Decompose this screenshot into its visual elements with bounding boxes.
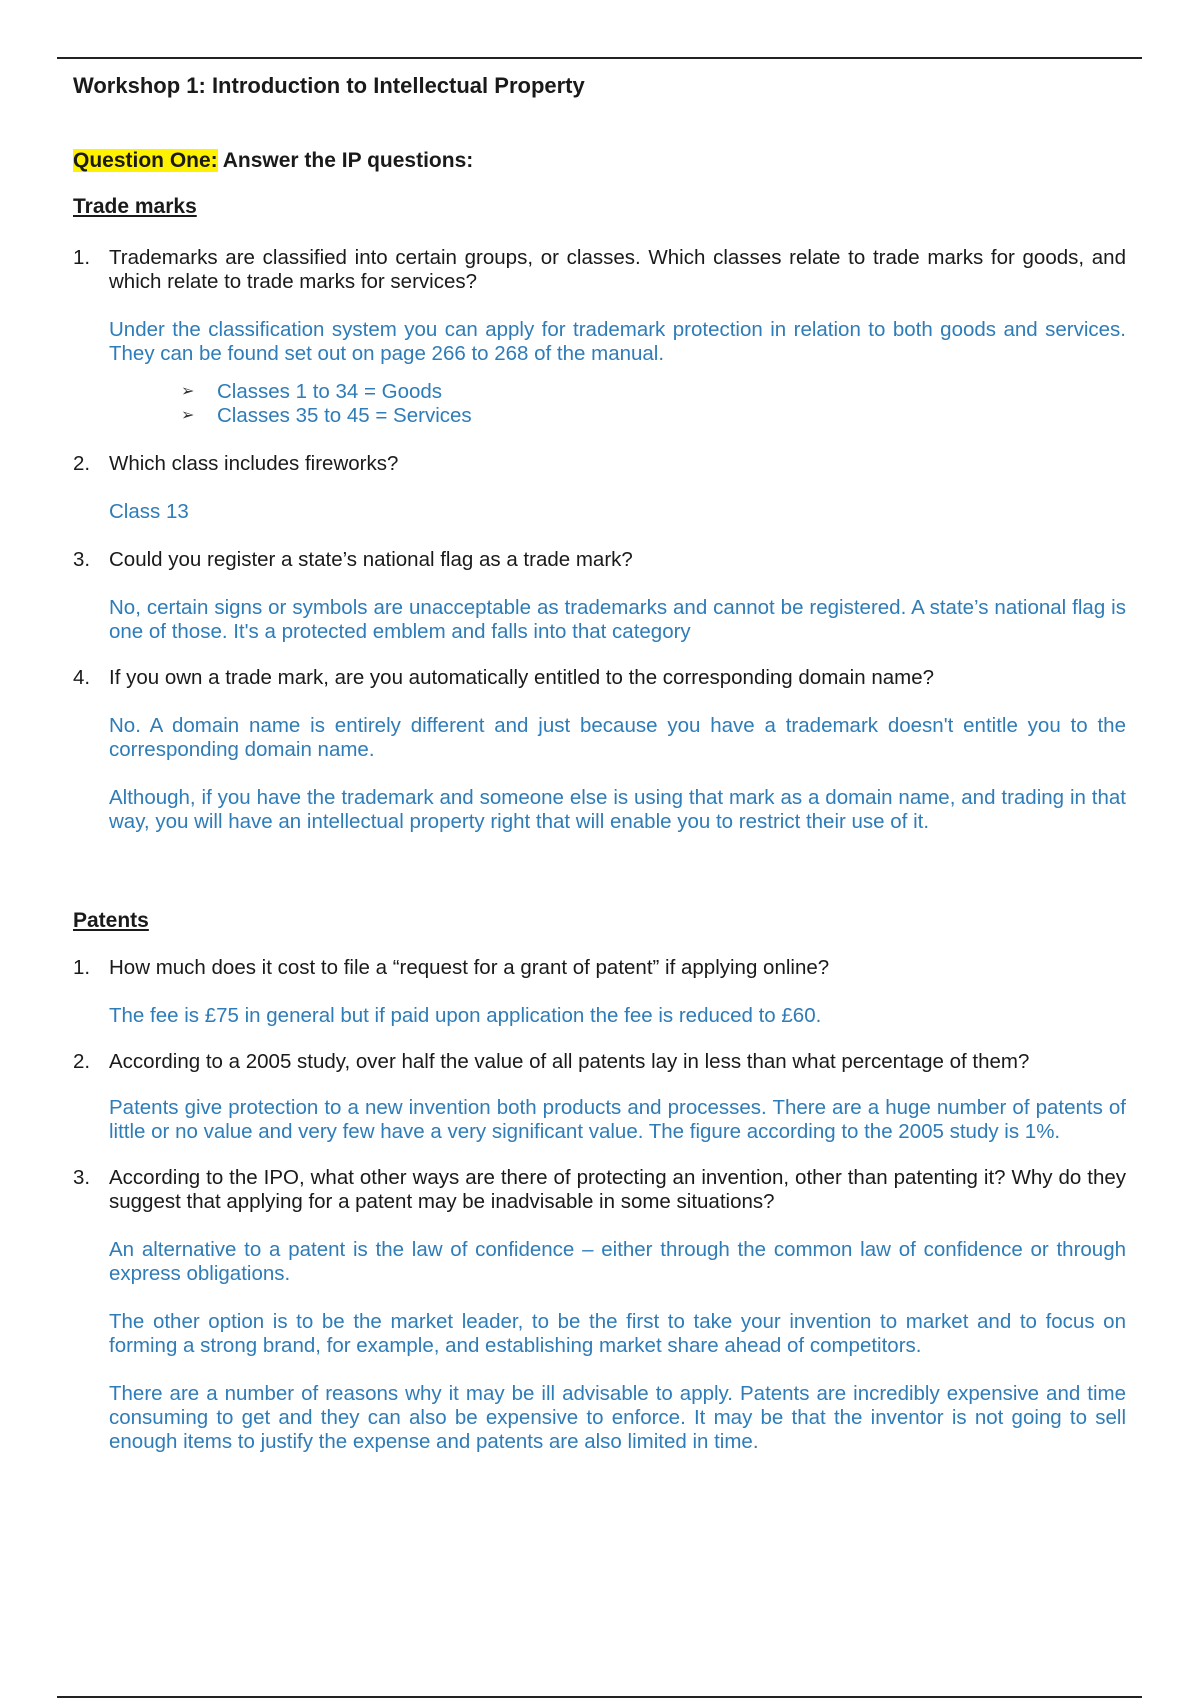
question-number: 1.	[73, 246, 91, 269]
question-text	[73, 452, 1126, 476]
arrow-bullet-icon: ➢	[181, 407, 195, 424]
bullet-text: Classes 1 to 34 = Goods	[217, 380, 443, 403]
document-body	[73, 68, 1126, 1454]
answer-text: The other option is to be the market leader, to be the first to take your invention to market and to focus on forming a strong brand, for example, and establishing market share ahead of competitors.	[109, 1310, 1126, 1357]
question-number: 2.	[73, 1050, 91, 1073]
answer-text: There are a number of reasons why it may be ill advisable to apply. Patents are incredibly expensive and time consuming to get and they can also be expensive to enforce. It may be that the inventor is not going to sell enough items to justify the expense and patents are also limited in time.	[109, 1382, 1126, 1453]
answer-text: Under the classification system you can apply for trademark protection in relation to both goods and services. They can be found set out on page 266 to 268 of the manual.	[109, 318, 1126, 365]
question-body: Trademarks are classified into certain groups, or classes. Which classes relate to trade marks for goods, and which relate to trade marks for services?	[109, 246, 1126, 293]
list-item	[181, 404, 1126, 428]
answer-text: The fee is £75 in general but if paid upon application the fee is reduced to £60.	[109, 1004, 822, 1027]
question-number: 4.	[73, 666, 91, 689]
answer-text: No, certain signs or symbols are unacceptable as trademarks and cannot be registered. A state’s national flag is one of those. It's a protected emblem and falls into that category	[109, 596, 1126, 643]
page-title: Workshop 1: Introduction to Intellectual Property	[73, 73, 585, 98]
question-item	[73, 1166, 1126, 1454]
question-item	[73, 548, 1126, 644]
list-item	[181, 380, 1126, 404]
question-heading	[73, 148, 1126, 174]
question-item	[73, 956, 1126, 1028]
question-number: 3.	[73, 1166, 91, 1189]
question-text	[73, 548, 1126, 572]
question-label-highlight: Question One:	[73, 149, 218, 172]
question-item	[73, 1050, 1126, 1144]
answer-text: Class 13	[109, 500, 189, 523]
question-body: If you own a trade mark, are you automatically entitled to the corresponding domain name?	[109, 666, 935, 689]
question-item	[73, 246, 1126, 428]
question-item	[73, 452, 1126, 524]
question-number: 3.	[73, 548, 91, 571]
question-body: Could you register a state’s national flag as a trade mark?	[109, 548, 633, 571]
question-item	[73, 666, 1126, 834]
question-text	[73, 1166, 1126, 1214]
answer-bullet-list	[73, 380, 1126, 428]
question-number: 2.	[73, 452, 91, 475]
patents-questions	[73, 956, 1126, 1454]
question-text	[73, 246, 1126, 294]
section-heading-trade-marks: Trade marks	[73, 195, 197, 218]
question-text	[73, 1050, 1126, 1074]
question-instruction: Answer the IP questions:	[217, 149, 474, 172]
answer-text: An alternative to a patent is the law of confidence – either through the common law of confidence or through express obligations.	[109, 1238, 1126, 1285]
trade-marks-questions	[73, 246, 1126, 834]
question-text	[73, 666, 1126, 690]
question-body: How much does it cost to file a “request for a grant of patent” if applying online?	[109, 956, 830, 979]
answer-text: Although, if you have the trademark and someone else is using that mark as a domain name, and trading in that way, you will have an intellectual property right that will enable you to restrict their use of it.	[109, 786, 1126, 833]
bottom-divider	[57, 1696, 1142, 1698]
answer-text: No. A domain name is entirely different and just because you have a trademark doesn't entitle you to the corresponding domain name.	[109, 714, 1126, 761]
arrow-bullet-icon: ➢	[181, 383, 195, 400]
section-heading-patents: Patents	[73, 909, 149, 932]
question-body: According to the IPO, what other ways are there of protecting an invention, other than patenting it? Why do they suggest that applying for a patent may be inadvisable in some situations?	[109, 1166, 1126, 1213]
question-body: According to a 2005 study, over half the value of all patents lay in less than what percentage of them?	[109, 1050, 1030, 1073]
answer-text: Patents give protection to a new invention both products and processes. There are a huge number of patents of little or no value and very few have a very significant value. The figure according to the 2005 study is 1%.	[109, 1096, 1126, 1143]
question-body: Which class includes fireworks?	[109, 452, 399, 475]
question-text	[73, 956, 1126, 980]
question-number: 1.	[73, 956, 91, 979]
top-divider	[57, 57, 1142, 59]
bullet-text: Classes 35 to 45 = Services	[217, 404, 472, 427]
